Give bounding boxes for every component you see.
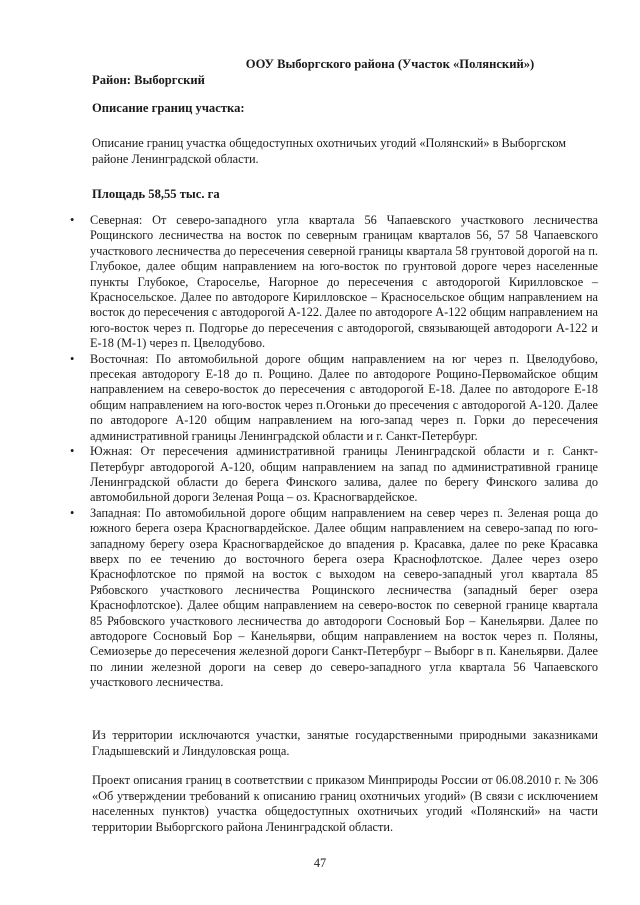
document-title: ООУ Выборгского района (Участок «Полянский»)	[245, 57, 535, 71]
bullet-icon: •	[70, 505, 75, 520]
page-number: 47	[313, 856, 327, 870]
boundary-south	[70, 444, 598, 506]
boundary-west	[70, 506, 598, 691]
section-heading: Описание границ участка:	[92, 101, 245, 115]
boundary-list	[70, 213, 598, 691]
boundary-north	[70, 213, 598, 352]
boundary-text: Восточная: По автомобильной дороге общим направлением на юг через п. Цвелодубово, пресекая автодорогу Е-18 до п. Рощино. Далее по автодороге Рощино-Первомайское общим направлением на северо-восток до пересечения с автодорогой Е-18. Далее по автодороге Е-18 общим направлением на юго-восток через п.Огоньки до пресечения с автодорогой А-120. Далее по автодороге А-120 общим направлением на юго-запад через п. Горки до пересечения административной границы Ленинградской области и г. Санкт-Петербург.	[90, 351, 598, 443]
area-label: Площадь 58,55 тыс. га	[92, 187, 220, 201]
boundary-text: Северная: От северо-западного угла квартала 56 Чапаевского участкового лесничества Рощинского лесничества на восток по северным границам кварталов 56, 57 58 Чапаевского участкового лесничества до пересечения северной границы квартала 58 грунтовой дорогой на п. Глубокое, далее общим направлением на юго-восток по грунтовой дороге через населенные пункты Глубокое, Староселье, Нагорное до пересечения с автодорогой Кирилловское – Красносельское. Далее по автодороге Кирилловское – Красносельское общим направлением на восток до пересечения с автодорогой А-122. Далее по автодороге А-122 общим направлением на юго-восток через п. Подгорье до пересечения с автодорогой, связывающей автодороги А-122 и Е-18 (М-1) через п. Цвелодубово.	[90, 213, 598, 351]
boundary-text: Западная: По автомобильной дороге общим направлением на север через п. Зеленая роща до южного берега озера Красногвардейское. Далее общим направлением на северо-запад по юго-западному берегу озера Красногвардейское до впадения р. Красавка, далее по реке Красавка вверх по ее течению до восточного берега озера Краснофлотское. Далее через озеро Краснофлотское по прямой на восток с выходом на северо-западный угол квартала 85 Рябовского участкового лесничества Рощинского лесничества (западный берег озера Краснофлотское). Далее общим направлением на северо-восток по северной границе квартала 85 Рябовского участкового лесничества до автодороги Сосновый Бор – Канельярви. Далее по автодороге Сосновый Бор – Канельярви, общим направлением на восток через п. Поляны, Семиозерье до пересечения железной дороги Санкт-Петербург – Выборг в п. Канельярви. Далее по линии железной дороги на север до северо-западного угла квартала 56 Чапаевского участкового лесничества.	[90, 505, 598, 690]
project-note-paragraph: Проект описания границ в соответствии с приказом Минприроды России от 06.08.2010 г. № 306 «Об утверждении требований к описанию границ охотничьих угодий» (В связи с исключением населенных пунктов) участка общедоступных охотничьих угодий «Полянский» на части территории Выборгского района Ленинградской области.	[92, 773, 598, 834]
bullet-icon: •	[70, 213, 75, 227]
region-label: Район: Выборгский	[92, 73, 205, 87]
intro-paragraph: Описание границ участка общедоступных охотничьих угодий «Полянский» в Выборгском районе Ленинградской области.	[92, 136, 567, 166]
bullet-icon: •	[70, 351, 75, 366]
boundary-text: Южная: От пересечения административной границы Ленинградской области и г. Санкт-Петербург автодорогой А-120, общим направлением на запад по административной границе Ленинградской области до берега Финского залива, далее по берегу Финского залива до автомобильной дороги Зеленая Роща – оз. Красногвардейское.	[90, 444, 598, 505]
bullet-icon: •	[70, 444, 75, 459]
exclusions-paragraph: Из территории исключаются участки, занятые государственными природными заказниками Гладышевский и Линдуловская роща.	[92, 728, 598, 758]
boundary-east	[70, 352, 598, 444]
